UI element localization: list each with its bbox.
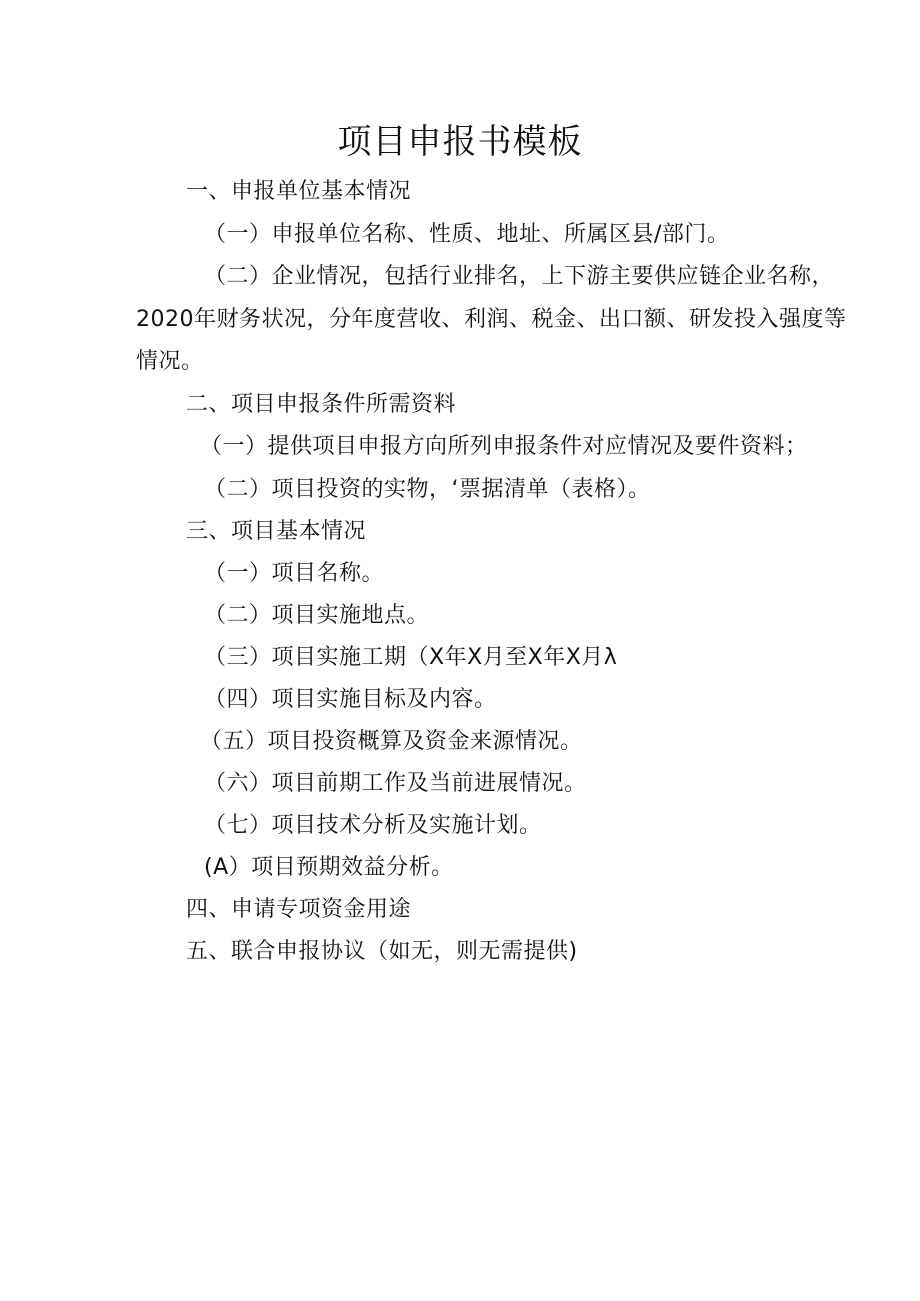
section-heading-2: 二、项目申报条件所需资料 xyxy=(186,392,457,417)
item-3-5: （五）项目投资概算及资金来源情况。 xyxy=(200,729,583,754)
item-2-1: （一）提供项目申报方向所列申报条件对应情况及要件资料； xyxy=(200,434,808,459)
item-3-1: （一）项目名称。 xyxy=(204,561,385,586)
item-1-2-continued: 2020年财务状况，分年度营收、利润、税金、出口额、研发投入强度等 xyxy=(136,307,847,332)
item-3-8: (A）项目预期效益分析。 xyxy=(204,855,454,880)
item-3-6: （六）项目前期工作及当前进展情况。 xyxy=(204,771,587,796)
item-3-2: （二）项目实施地点。 xyxy=(204,603,430,628)
section-heading-1: 一、申报单位基本情况 xyxy=(186,179,412,204)
item-1-2-end: 情况。 xyxy=(136,349,204,374)
section-heading-4: 四、申请专项资金用途 xyxy=(186,897,412,922)
section-heading-5: 五、联合申报协议（如无，则无需提供) xyxy=(186,939,578,964)
item-2-2: （二）项目投资的实物，‘票据清单（表格）。 xyxy=(204,477,651,502)
item-3-4: （四）项目实施目标及内容。 xyxy=(204,687,497,712)
item-1-1: （一）申报单位名称、性质、地址、所属区县/部门。 xyxy=(204,222,730,247)
item-3-7: （七）项目技术分析及实施计划。 xyxy=(204,813,542,838)
item-1-2: （二）企业情况，包括行业排名，上下游主要供应链企业名称， xyxy=(204,264,835,289)
section-heading-3: 三、项目基本情况 xyxy=(186,519,367,544)
item-3-3: （三）项目实施工期（X年X月至X年X月λ xyxy=(204,645,618,670)
document-title: 项目申报书模板 xyxy=(337,122,583,162)
